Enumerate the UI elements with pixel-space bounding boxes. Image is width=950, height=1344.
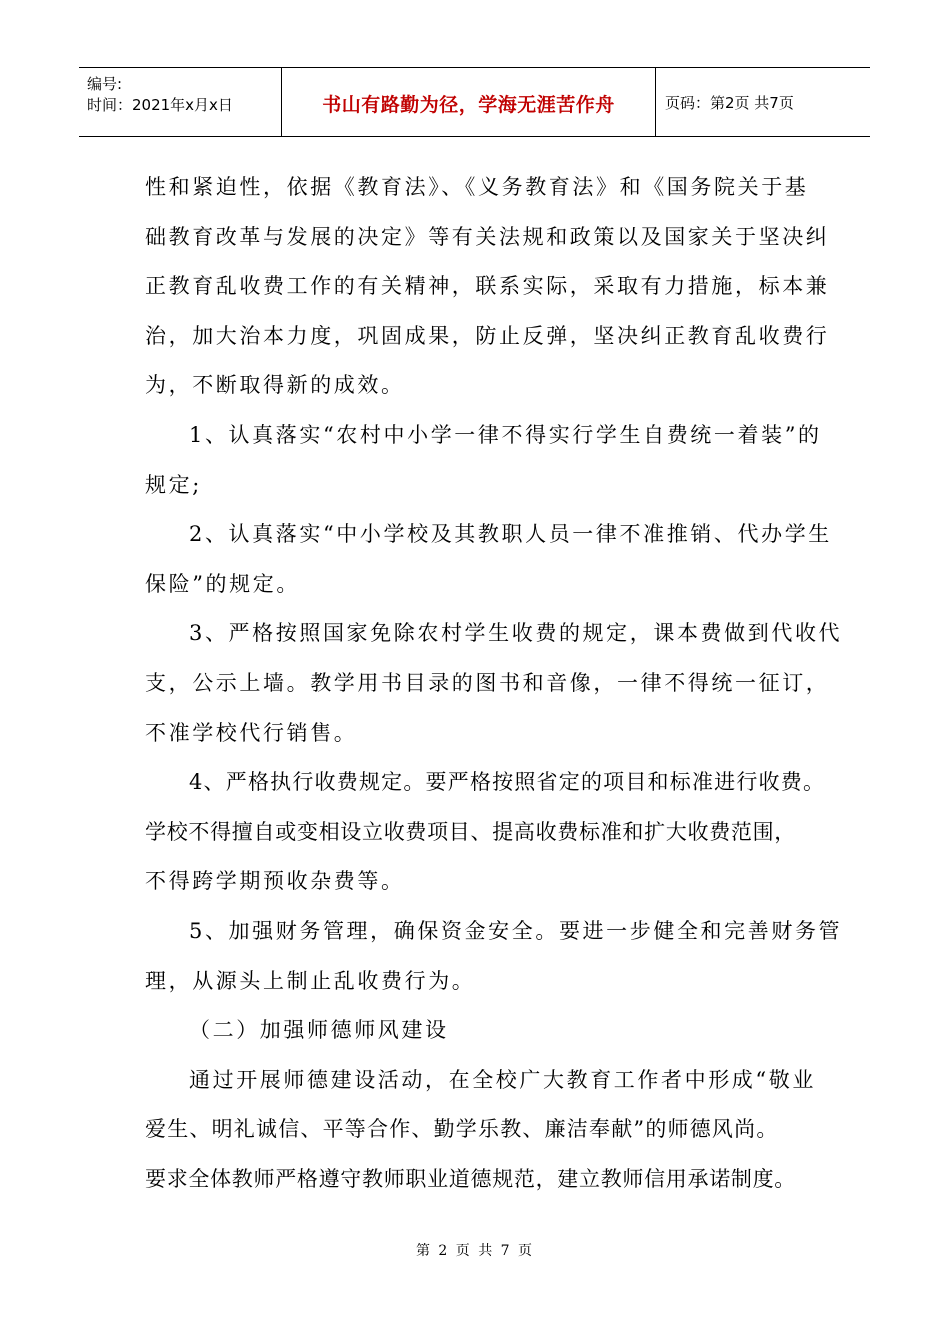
body-line: 规定; [145, 472, 202, 497]
section-heading: （二）加强师德师风建设 [189, 1018, 449, 1043]
body-line: 要求全体教师严格遵守教师职业道德规范，建立教师信用承诺制度。 [145, 1166, 796, 1191]
body-line: 爱生、明礼诚信、平等合作、勤学乐教、廉洁奉献”的师德风尚。 [145, 1117, 779, 1142]
body-line: 4、严格执行收费规定。要严格按照省定的项目和标准进行收费。 [189, 770, 826, 795]
body-line: 5、加强财务管理，确保资金安全。要进一步健全和完善财务管 [189, 918, 843, 943]
body-line: 通过开展师德建设活动，在全校广大教育工作者中形成“敬业 [189, 1067, 816, 1092]
page-header [79, 67, 870, 137]
body-line: 为，不断取得新的成效。 [145, 373, 405, 398]
body-line: 正教育乱收费工作的有关精神，联系实际，采取有力措施，标本兼 [145, 274, 830, 299]
body-line: 2、认真落实“中小学校及其教职人员一律不准推销、代办学生 [189, 522, 832, 547]
body-line: 1、认真落实“农村中小学一律不得实行学生自费统一着装”的 [189, 422, 822, 447]
page-footer: 第 2 页 共 7 页 [415, 1243, 535, 1259]
document-body [145, 167, 843, 1208]
body-line: 不得跨学期预收杂费等。 [145, 869, 405, 894]
body-line: 不准学校代行销售。 [145, 720, 358, 745]
body-line: 学校不得擅自或变相设立收费项目、提高收费标准和扩大收费范围， [145, 819, 796, 844]
header-meta [79, 68, 282, 136]
header-page-code: 页码：第2页 共7页 [665, 93, 794, 112]
body-line: 支，公示上墙。教学用书目录的图书和音像，一律不得统一征订， [145, 670, 830, 695]
body-line: 治，加大治本力度，巩固成果，防止反弹，坚决纠正教育乱收费行 [145, 323, 830, 348]
body-line: 理，从源头上制止乱收费行为。 [145, 968, 476, 993]
body-line: 性和紧迫性，依据《教育法》、《义务教育法》和《国务院关于基 [145, 175, 809, 199]
document-date: 时间：2021年x月x日 [87, 96, 233, 114]
body-line: 3、严格按照国家免除农村学生收费的规定，课本费做到代收代 [189, 621, 843, 646]
body-line: 础教育改革与发展的决定》等有关法规和政策以及国家关于坚决纠 [145, 224, 830, 249]
header-motto-cell [282, 68, 656, 136]
header-motto: 书山有路勤为径，学海无涯苦作舟 [322, 93, 615, 116]
document-number-label: 编号: [87, 75, 123, 93]
body-line: 保险”的规定。 [145, 571, 300, 596]
